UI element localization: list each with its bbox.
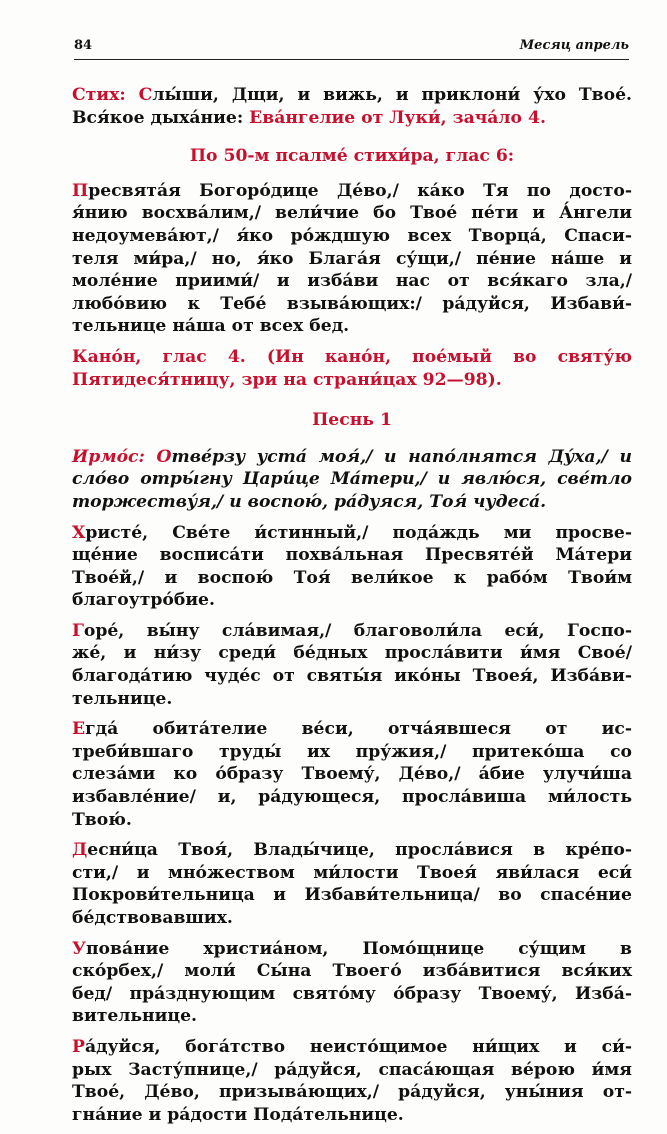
troparion-line bbox=[72, 718, 632, 741]
irmos-line: сло́во отры́гну Цари́це Ма́тери,/ и явлю́ся, све́тло bbox=[72, 469, 632, 490]
troparion-line: сти,/ и мно́жеством ми́лости Твоея́ яви́лася еси́ bbox=[72, 862, 632, 883]
troparion bbox=[72, 522, 632, 612]
troparion-line: треби́вшаго труды́ их пру́жия,/ притеко́ша со bbox=[72, 741, 632, 762]
irmos-line: торжеству́я,/ и воспою́, ра́дуяся, Тоя́ чудеса́. bbox=[72, 491, 547, 512]
running-title: Месяц апрель bbox=[519, 38, 629, 53]
initial-letter: П bbox=[72, 180, 89, 201]
stichera-line: недоумева́ют,/ я́ко ро́ждшую всех Творца́, Спаси- bbox=[72, 225, 632, 246]
stichera-line: моле́ние приими́/ и изба́ви нас от вся́каго зла,/ bbox=[72, 271, 632, 292]
irmos-line bbox=[72, 446, 632, 469]
troparion-line bbox=[72, 522, 632, 545]
initial-letter: У bbox=[72, 938, 86, 959]
gospel-reference: Ева́нгелие от Луки́, зача́ло 4. bbox=[249, 107, 546, 128]
troparion bbox=[72, 1036, 632, 1126]
initial-letter: Р bbox=[72, 1036, 85, 1057]
stichera-line: тельнице на́ша от всех бед. bbox=[72, 316, 350, 337]
initial-letter: Г bbox=[72, 620, 84, 641]
page-number: 84 bbox=[74, 38, 93, 53]
troparion bbox=[72, 938, 632, 1028]
verse-drop: С bbox=[138, 85, 153, 105]
page-header bbox=[74, 38, 629, 60]
stichera-line: я́нию восхва́лим,/ вели́чие бо Твое́ пе́ти и А́нгели bbox=[72, 203, 632, 224]
line-text: оре́, вы́ну сла́вимая,/ благоволи́ла еси́, Госпо- bbox=[83, 620, 632, 641]
troparion-line: ско́рбех,/ моли́ Сы́на Твоего́ изба́витися вся́ких bbox=[72, 961, 632, 982]
troparia-list bbox=[72, 522, 632, 1127]
troparion-line: тельнице. bbox=[72, 688, 173, 709]
initial-letter: Х bbox=[72, 522, 86, 543]
troparion-line: бед/ пра́зднующим свято́му о́бразу Твоему́, Изба́- bbox=[72, 983, 632, 1004]
stichera-line: теля ми́ра,/ но, я́ко Блага́я су́щи,/ пе́ние на́ше и bbox=[72, 248, 632, 269]
troparion-line: гна́ние и ра́дости Пода́тельнице. bbox=[72, 1104, 404, 1125]
canon-block bbox=[72, 346, 632, 391]
line-text: а́дуйся, бога́тство неисто́щимое ни́щих и си́- bbox=[84, 1036, 632, 1057]
verse-text-2: Вся́кое дыха́ние: bbox=[72, 107, 244, 128]
troparion-line bbox=[72, 938, 632, 961]
verse-block bbox=[72, 84, 632, 129]
irmos-block bbox=[72, 446, 632, 514]
troparion-line: Покрови́тельница и Избави́тельница/ во спасе́ние bbox=[72, 885, 632, 906]
troparion-line: избавле́ние/ и, ра́дующеся, просла́виша ми́лость bbox=[72, 787, 632, 808]
line-text: ресвята́я Богоро́дице Де́во,/ ка́ко Тя по досто- bbox=[88, 180, 632, 201]
troparion-line: Твое́, Де́во, призыва́ющих,/ ра́дуйся, уны́ния от- bbox=[72, 1082, 632, 1103]
ode-heading: Песнь 1 bbox=[312, 410, 392, 431]
troparion-line bbox=[72, 620, 632, 643]
stichera-line: любо́вию к Тебе́ взыва́ющих:/ ра́дуйся, Избави́- bbox=[72, 293, 632, 314]
troparion bbox=[72, 839, 632, 929]
stichera-heading: По 50-м псалме́ стихи́ра, глас 6: bbox=[189, 146, 515, 167]
rubric-label: Ирмо́с: bbox=[72, 446, 157, 467]
initial-letter: Д bbox=[72, 840, 88, 861]
troparion-line: благода́тию чуде́с от святы́я ико́ны Твоея́, Изба́ви- bbox=[72, 666, 632, 687]
troparion bbox=[72, 620, 632, 710]
verse-line bbox=[72, 84, 632, 107]
troparion-line bbox=[72, 1036, 632, 1059]
line-text: тве́рзу уста́ моя́,/ и напо́лнятся Ду́ха,/ и bbox=[171, 446, 632, 467]
line-text: пова́ние христиа́ном, Помо́щнице су́щим в bbox=[85, 938, 632, 959]
troparion bbox=[72, 718, 632, 831]
canon-line: Кано́н, глас 4. (Ин кано́н, пое́мый во святу́ю bbox=[72, 346, 632, 367]
verse-label: Стих: bbox=[72, 85, 126, 105]
troparion-line: благоутро́бие. bbox=[72, 590, 215, 611]
initial-letter: О bbox=[156, 446, 172, 467]
verse-line bbox=[72, 107, 632, 130]
verse-text-1: лы́ши, Дщи, и вижь, и приклони́ у́хо Твое́. bbox=[152, 85, 632, 105]
troparion-line: же́, и ни́зу среди́ бе́дных просла́вити и́мя Свое́/ bbox=[72, 643, 632, 664]
troparion-line: рых Засту́пнице,/ ра́дуйся, спаса́ющая ве́рою и́мя bbox=[72, 1059, 632, 1080]
line-text: гда́ обита́телие ве́си, отча́явшеся от ис- bbox=[85, 719, 632, 740]
canon-line: Пятидеся́тницу, зри на страни́цах 92—98). bbox=[72, 369, 502, 390]
line-text: есни́ца Твоя́, Влады́чице, просла́вися в кре́по- bbox=[87, 840, 632, 861]
troparion-line: слеза́ми ко о́бразу Твоему́, Де́во,/ а́бие улучи́ша bbox=[72, 764, 632, 785]
troparion-line: ще́ние восписа́ти похва́льная Пресвяте́й Ма́тери bbox=[72, 545, 632, 566]
stichera-line bbox=[72, 180, 632, 203]
troparion-line: Твое́й,/ и воспою́ Тоя́ вели́кое к рабо́м Твои́м bbox=[72, 567, 632, 588]
line-text: ристе́, Све́те и́стинный,/ пода́ждь ми просве- bbox=[85, 522, 632, 543]
stichera-block bbox=[72, 180, 632, 338]
troparion-line: Твою́. bbox=[72, 809, 132, 830]
troparion-line: бе́дствовавших. bbox=[72, 908, 233, 928]
troparion-line: вительнице. bbox=[72, 1006, 198, 1027]
troparion-line bbox=[72, 839, 632, 862]
initial-letter: Е bbox=[72, 719, 86, 740]
page-body bbox=[72, 84, 632, 1134]
